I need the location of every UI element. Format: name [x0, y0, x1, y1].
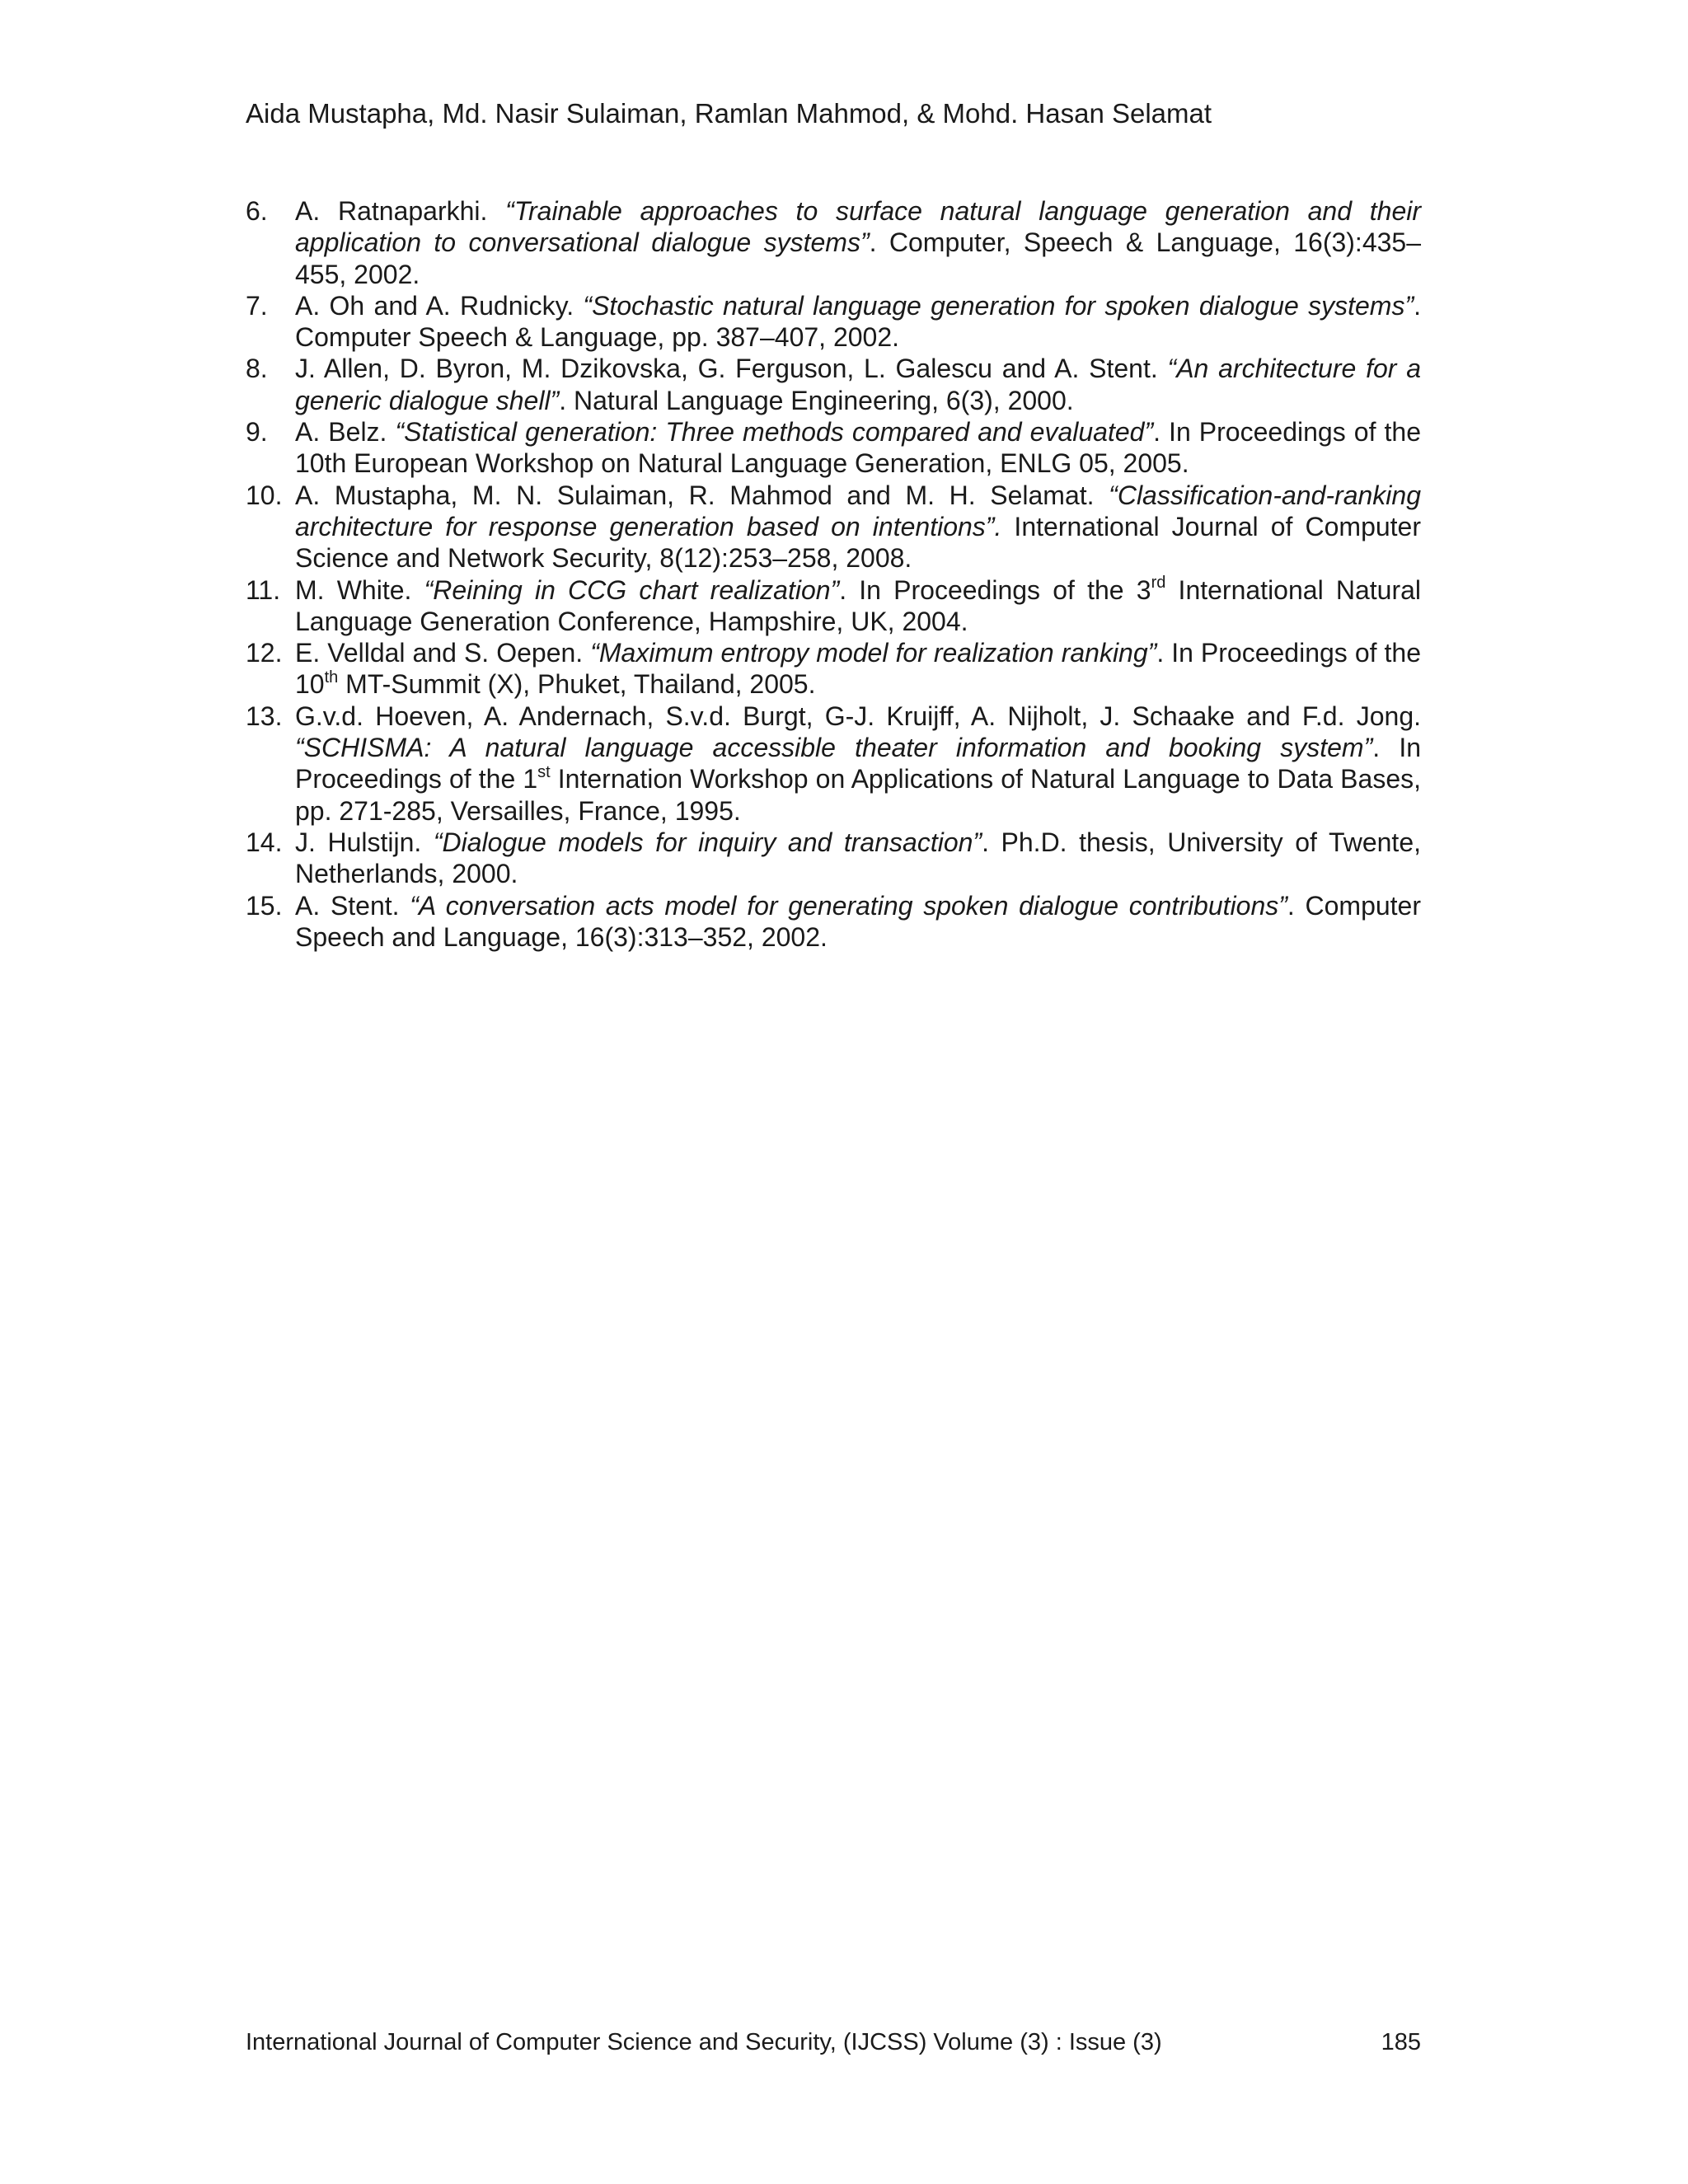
reference-title: “An architecture for a generic dialogue shell”	[295, 354, 1422, 415]
reference-number: 8.	[246, 354, 268, 384]
reference-source: . Ph.D. thesis, University of Twente, Netherlands, 2000.	[295, 827, 1421, 889]
reference-number: 11.	[246, 574, 281, 605]
reference-authors: M. White.	[295, 574, 424, 605]
reference-item	[246, 701, 1421, 827]
reference-authors: A. Mustapha, M. N. Sulaiman, R. Mahmod and M. H. Selamat.	[295, 480, 1109, 510]
reference-number: 15.	[246, 890, 283, 921]
reference-number: 9.	[246, 417, 268, 448]
running-header: Aida Mustapha, Md. Nasir Sulaiman, Ramlan Mahmod, & Mohd. Hasan Selamat	[246, 98, 1212, 129]
reference-number: 14.	[246, 827, 283, 857]
reference-item	[246, 416, 1421, 480]
reference-title: “Statistical generation: Three methods compared and evaluated”	[395, 417, 1154, 448]
footer-journal-info: International Journal of Computer Science and Security, (IJCSS) Volume (3) : Issue (3)	[246, 2029, 1162, 2055]
reference-item	[246, 480, 1421, 574]
page-number: 185	[1381, 2029, 1421, 2055]
reference-number: 13.	[246, 701, 283, 731]
ordinal-superscript: st	[537, 762, 551, 781]
reference-authors: G.v.d. Hoeven, A. Andernach, S.v.d. Burgt, G-J. Kruijff, A. Nijholt, J. Schaake and F.d. Jong.	[295, 701, 1421, 731]
ordinal-superscript: th	[324, 668, 339, 687]
reference-item	[246, 195, 1421, 290]
reference-source: . Computer Speech and Language, 16(3):313–352, 2002.	[295, 890, 1422, 952]
reference-source-continued: MT-Summit (X), Phuket, Thailand, 2005.	[338, 669, 816, 700]
reference-authors: J. Hulstijn.	[295, 827, 434, 857]
reference-source: . Natural Language Engineering, 6(3), 2000.	[559, 385, 1074, 415]
reference-title: “A conversation acts model for generating spoken dialogue contributions”	[410, 890, 1287, 921]
reference-list	[246, 195, 1421, 953]
reference-title: “Trainable approaches to surface natural language generation and their application to conversational dialogue systems”	[295, 196, 1422, 258]
reference-source: . Computer Speech & Language, pp. 387–407, 2002.	[295, 290, 1422, 353]
reference-source-continued: International Natural Language Generation Conference, Hampshire, UK, 2004.	[295, 574, 1422, 636]
reference-item	[246, 574, 1421, 638]
reference-authors: A. Ratnaparkhi.	[295, 196, 506, 226]
reference-title: “SCHISMA: A natural language accessible theater information and booking system”	[295, 733, 1373, 763]
reference-title: “Reining in CCG chart realization”	[424, 574, 840, 605]
reference-source: . Computer, Speech & Language, 16(3):435–455, 2002.	[295, 227, 1422, 289]
reference-item	[246, 353, 1421, 416]
reference-source: International Journal of Computer Science and Network Security, 8(12):253–258, 2008.	[295, 511, 1421, 574]
reference-authors: J. Allen, D. Byron, M. Dzikovska, G. Ferguson, L. Galescu and A. Stent.	[295, 354, 1168, 384]
reference-source: . In Proceedings of the 10	[295, 638, 1422, 700]
reference-item	[246, 290, 1421, 354]
ordinal-superscript: rd	[1151, 573, 1166, 592]
reference-title: “Maximum entropy model for realization ranking”	[590, 638, 1157, 668]
reference-source: . In Proceedings of the 3	[839, 574, 1151, 605]
reference-number: 6.	[246, 196, 268, 226]
reference-authors: A. Belz.	[295, 417, 396, 448]
reference-item	[246, 637, 1421, 701]
reference-title: “Stochastic natural language generation for spoken dialogue systems”	[583, 290, 1414, 321]
reference-source: . In Proceedings of the 10th European Workshop on Natural Language Generation, ENLG 05, 2005.	[295, 417, 1422, 479]
reference-number: 10.	[246, 480, 283, 510]
reference-title: “Classification-and-ranking architecture for response generation based on intentions”.	[295, 480, 1421, 541]
reference-number: 7.	[246, 290, 268, 321]
reference-source-continued: Internation Workshop on Applications of Natural Language to Data Bases, pp. 271-285, Versailles, France, 1995.	[295, 764, 1422, 826]
reference-item	[246, 890, 1421, 954]
reference-item	[246, 827, 1421, 890]
reference-title: “Dialogue models for inquiry and transaction”	[433, 827, 982, 857]
reference-number: 12.	[246, 638, 283, 668]
reference-authors: A. Oh and A. Rudnicky.	[295, 290, 584, 321]
reference-authors: A. Stent.	[295, 890, 410, 921]
reference-authors: E. Velldal and S. Oepen.	[295, 638, 591, 668]
reference-source: . In Proceedings of the 1	[295, 733, 1422, 794]
